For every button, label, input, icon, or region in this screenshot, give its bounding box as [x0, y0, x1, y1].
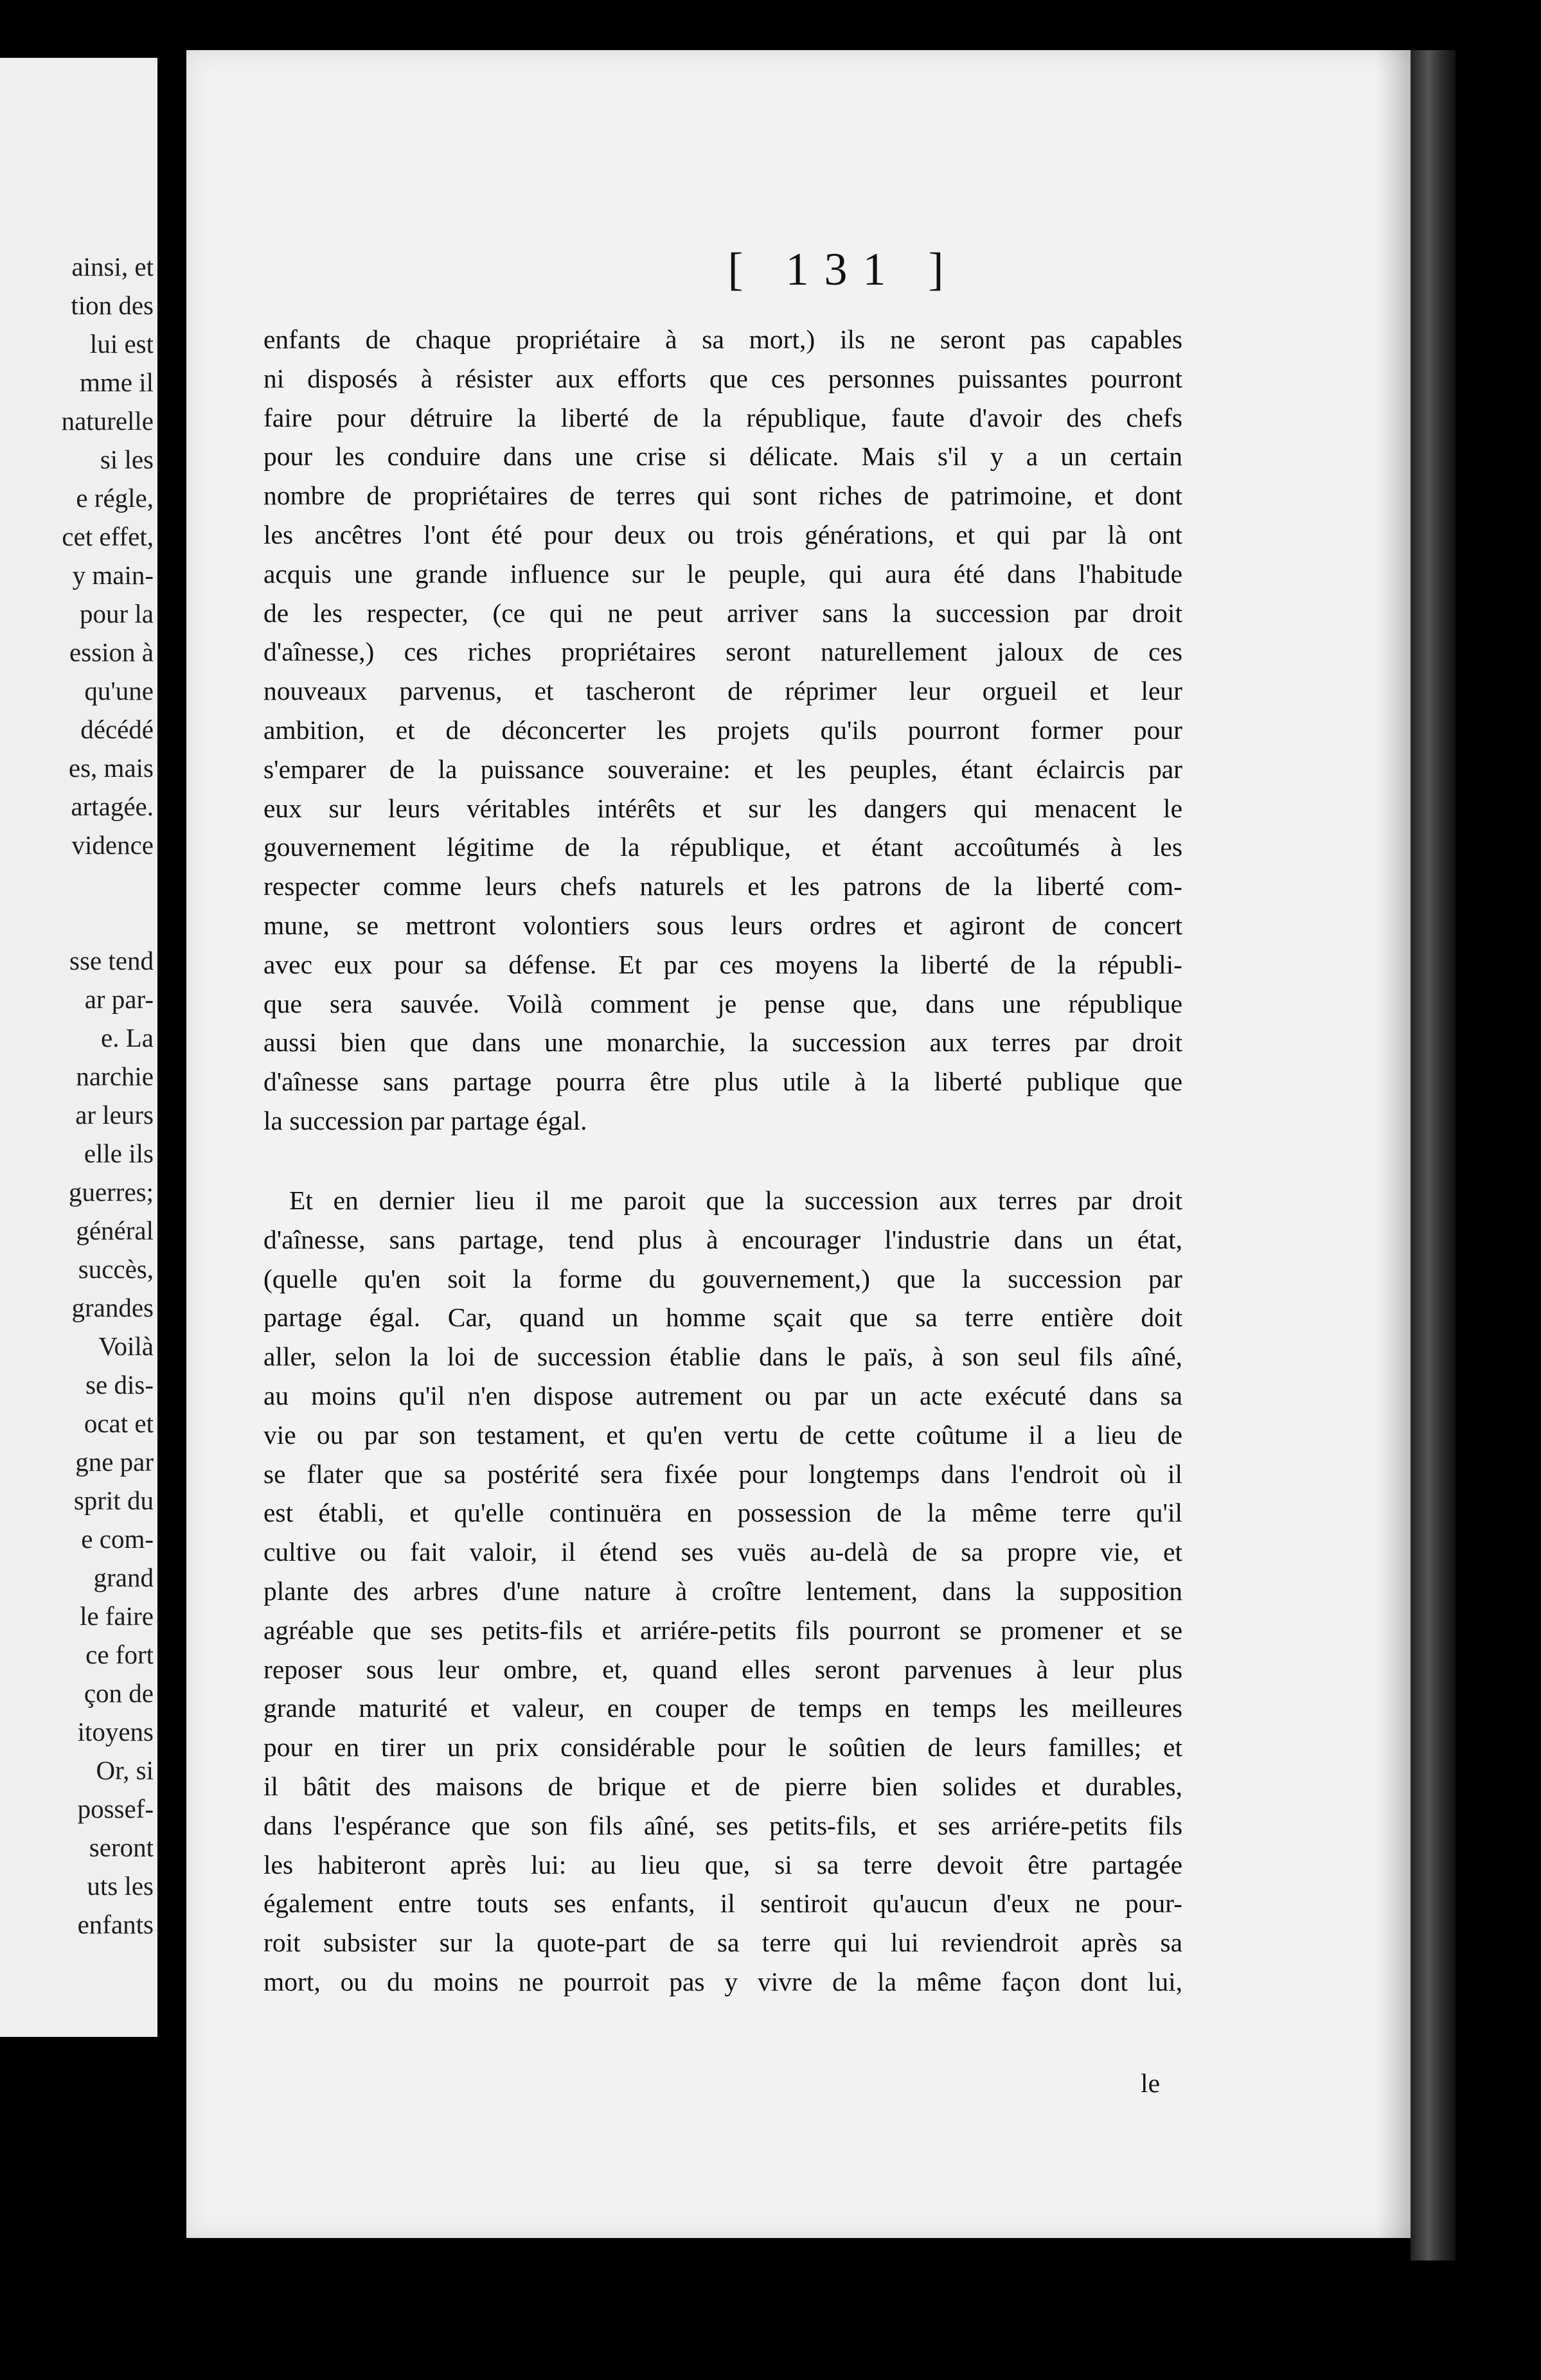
left-page-line: itoyens [77, 1717, 154, 1746]
text-line: d'aînesse,) ces riches propriétaires seront naturellement jaloux de ces [263, 637, 1182, 667]
left-page-line: es, mais [68, 753, 154, 783]
text-line: s'emparer de la puissance souveraine: et les peuples, étant éclaircis par [263, 754, 1182, 784]
left-page-line: gne par [75, 1447, 154, 1477]
left-page-line: le faire [80, 1601, 154, 1631]
page-number: [ 131 ] [727, 244, 959, 295]
text-line: cultive ou fait valoir, il étend ses vuës au-delà de sa propre vie, et [263, 1537, 1182, 1567]
text-line: pour en tirer un prix considérable pour le soûtien de leurs familles; et [263, 1732, 1182, 1763]
left-page-line: seront [89, 1833, 154, 1862]
text-line: vie ou par son testament, et qu'en vertu de cette coûtume il a lieu de [263, 1419, 1182, 1450]
left-page-line: y main- [72, 560, 154, 590]
left-page-line: succès, [78, 1254, 154, 1284]
left-page-line: çon de [84, 1678, 154, 1708]
left-page-fragment [0, 58, 157, 2037]
text-line: il bâtit des maisons de brique et de pierre bien solides et durables, [263, 1772, 1182, 1801]
book-fore-edge [1411, 50, 1456, 2260]
left-page-line: grandes [71, 1293, 154, 1322]
page [186, 50, 1411, 2238]
left-page-line: ar leurs [75, 1100, 154, 1130]
left-page-line: artagée. [71, 792, 154, 821]
left-page-line: ce fort [85, 1640, 154, 1669]
left-page-line: décédé [80, 715, 154, 744]
text-line: aussi bien que dans une monarchie, la succession aux terres par droit [263, 1027, 1182, 1058]
catchword: le [1141, 2068, 1160, 2098]
text-line: respecter comme leurs chefs naturels et les patrons de la liberté com- [263, 871, 1182, 901]
left-page-line: grand [93, 1563, 154, 1592]
left-page-line: général [76, 1216, 154, 1245]
text-line: faire pour détruire la liberté de la république, faute d'avoir des chefs [263, 402, 1182, 432]
left-page-line: possef- [77, 1794, 154, 1824]
text-line: se flater que sa postérité sera fixée pour longtemps dans l'endroit où il [263, 1459, 1182, 1489]
text-line: aller, selon la loi de succession établie dans le païs, à son seul fils aîné, [263, 1342, 1182, 1372]
text-line: avec eux pour sa défense. Et par ces moyens la liberté de la républi- [263, 949, 1182, 979]
text-line: acquis une grande influence sur le peuple, qui aura été dans l'habitude [263, 558, 1182, 589]
text-line: de les respecter, (ce qui ne peut arriver sans la succession par droit [263, 598, 1182, 628]
left-page-line: ainsi, et [71, 252, 154, 281]
text-line: d'aînesse, sans partage, tend plus à encourager l'industrie dans un état, [263, 1224, 1182, 1254]
left-page-line: qu'une [84, 676, 154, 706]
text-line: d'aînesse sans partage pourra être plus utile à la liberté publique que [263, 1067, 1182, 1097]
text-line: mune, se mettront volontiers sous leurs ordres et agiront de concert [263, 910, 1182, 940]
left-page-line: e com- [81, 1524, 154, 1554]
text-line: eux sur leurs véritables intérêts et sur les dangers qui menacent le [263, 793, 1182, 823]
left-page-line: mme il [79, 368, 154, 397]
text-line: au moins qu'il n'en dispose autrement ou par un acte exécuté dans sa [263, 1381, 1182, 1410]
left-page-line: vidence [71, 830, 154, 860]
left-page-line: ession à [69, 637, 154, 667]
left-page-line: se dis- [85, 1370, 154, 1399]
left-page-line: sprit du [73, 1486, 154, 1515]
text-line: agréable que ses petits-fils et arriére-petits fils pourront se promener et se [263, 1615, 1182, 1645]
left-page-line: guerres; [68, 1177, 154, 1207]
text-line: (quelle qu'en soit la forme du gouvernement,) que la succession par [263, 1263, 1182, 1293]
left-page-line: Or, si [96, 1755, 154, 1785]
text-line: enfants de chaque propriétaire à sa mort,) ils ne seront pas capables [263, 324, 1182, 354]
text-line: pour les conduire dans une crise si délicate. Mais s'il y a un certain [263, 441, 1182, 472]
left-page-line: naturelle [61, 406, 154, 436]
text-line: dans l'espérance que son fils aîné, ses petits-fils, et ses arriére-petits fils [263, 1810, 1182, 1840]
text-line: les habiteront après lui: au lieu que, si sa terre devoit être partagée [263, 1849, 1182, 1879]
left-page-line: pour la [80, 599, 154, 628]
text-line: ambition, et de déconcerter les projets qu'ils pourront former pour [263, 715, 1182, 745]
text-line: également entre touts ses enfants, il sentiroit qu'aucun d'eux ne pour- [263, 1888, 1182, 1919]
text-line: mort, ou du moins ne pourroit pas y vivre de la même façon dont lui, [263, 1967, 1182, 1996]
left-page-line: si les [100, 445, 154, 474]
left-page-line: ocat et [84, 1408, 154, 1438]
text-line: Et en dernier lieu il me paroit que la succession aux terres par droit [289, 1186, 1182, 1215]
left-page-line: ar par- [84, 984, 154, 1014]
text-line: reposer sous leur ombre, et, quand elles seront parvenues à leur plus [263, 1654, 1182, 1684]
left-page-line: sse tend [69, 946, 154, 975]
text-line: la succession par partage égal. [263, 1106, 587, 1135]
left-page-line: uts les [87, 1871, 154, 1901]
left-page-line: cet effet, [62, 522, 154, 551]
text-line: est établi, et qu'elle continuëra en possession de la même terre qu'il [263, 1498, 1182, 1528]
left-page-line: e régle, [76, 483, 154, 513]
text-line: les ancêtres l'ont été pour deux ou trois générations, et qui par là ont [263, 520, 1182, 549]
left-page-line: tion des [71, 290, 154, 320]
text-line: roit subsister sur la quote-part de sa terre qui lui reviendroit après sa [263, 1928, 1182, 1958]
left-page-line: narchie [76, 1061, 154, 1091]
left-page-line: enfants [77, 1910, 154, 1939]
text-line: que sera sauvée. Voilà comment je pense que, dans une république [263, 988, 1182, 1018]
left-page-line: lui est [89, 329, 154, 359]
left-page-line: Voilà [98, 1331, 154, 1361]
text-line: partage égal. Car, quand un homme sçait que sa terre entière doit [263, 1302, 1182, 1333]
text-line: nombre de propriétaires de terres qui sont riches de patrimoine, et dont [263, 481, 1182, 511]
text-line: nouveaux parvenus, et tascheront de réprimer leur orgueil et leur [263, 676, 1182, 706]
text-line: gouvernement légitime de la république, et étant accoûtumés à les [263, 832, 1182, 862]
text-line: grande maturité et valeur, en couper de temps en temps les meilleures [263, 1693, 1182, 1723]
left-page-line: e. La [101, 1023, 154, 1052]
text-line: plante des arbres d'une nature à croître lentement, dans la supposition [263, 1576, 1182, 1606]
text-line: ni disposés à résister aux efforts que ces personnes puissantes pourront [263, 363, 1182, 393]
left-page-line: elle ils [84, 1139, 154, 1168]
